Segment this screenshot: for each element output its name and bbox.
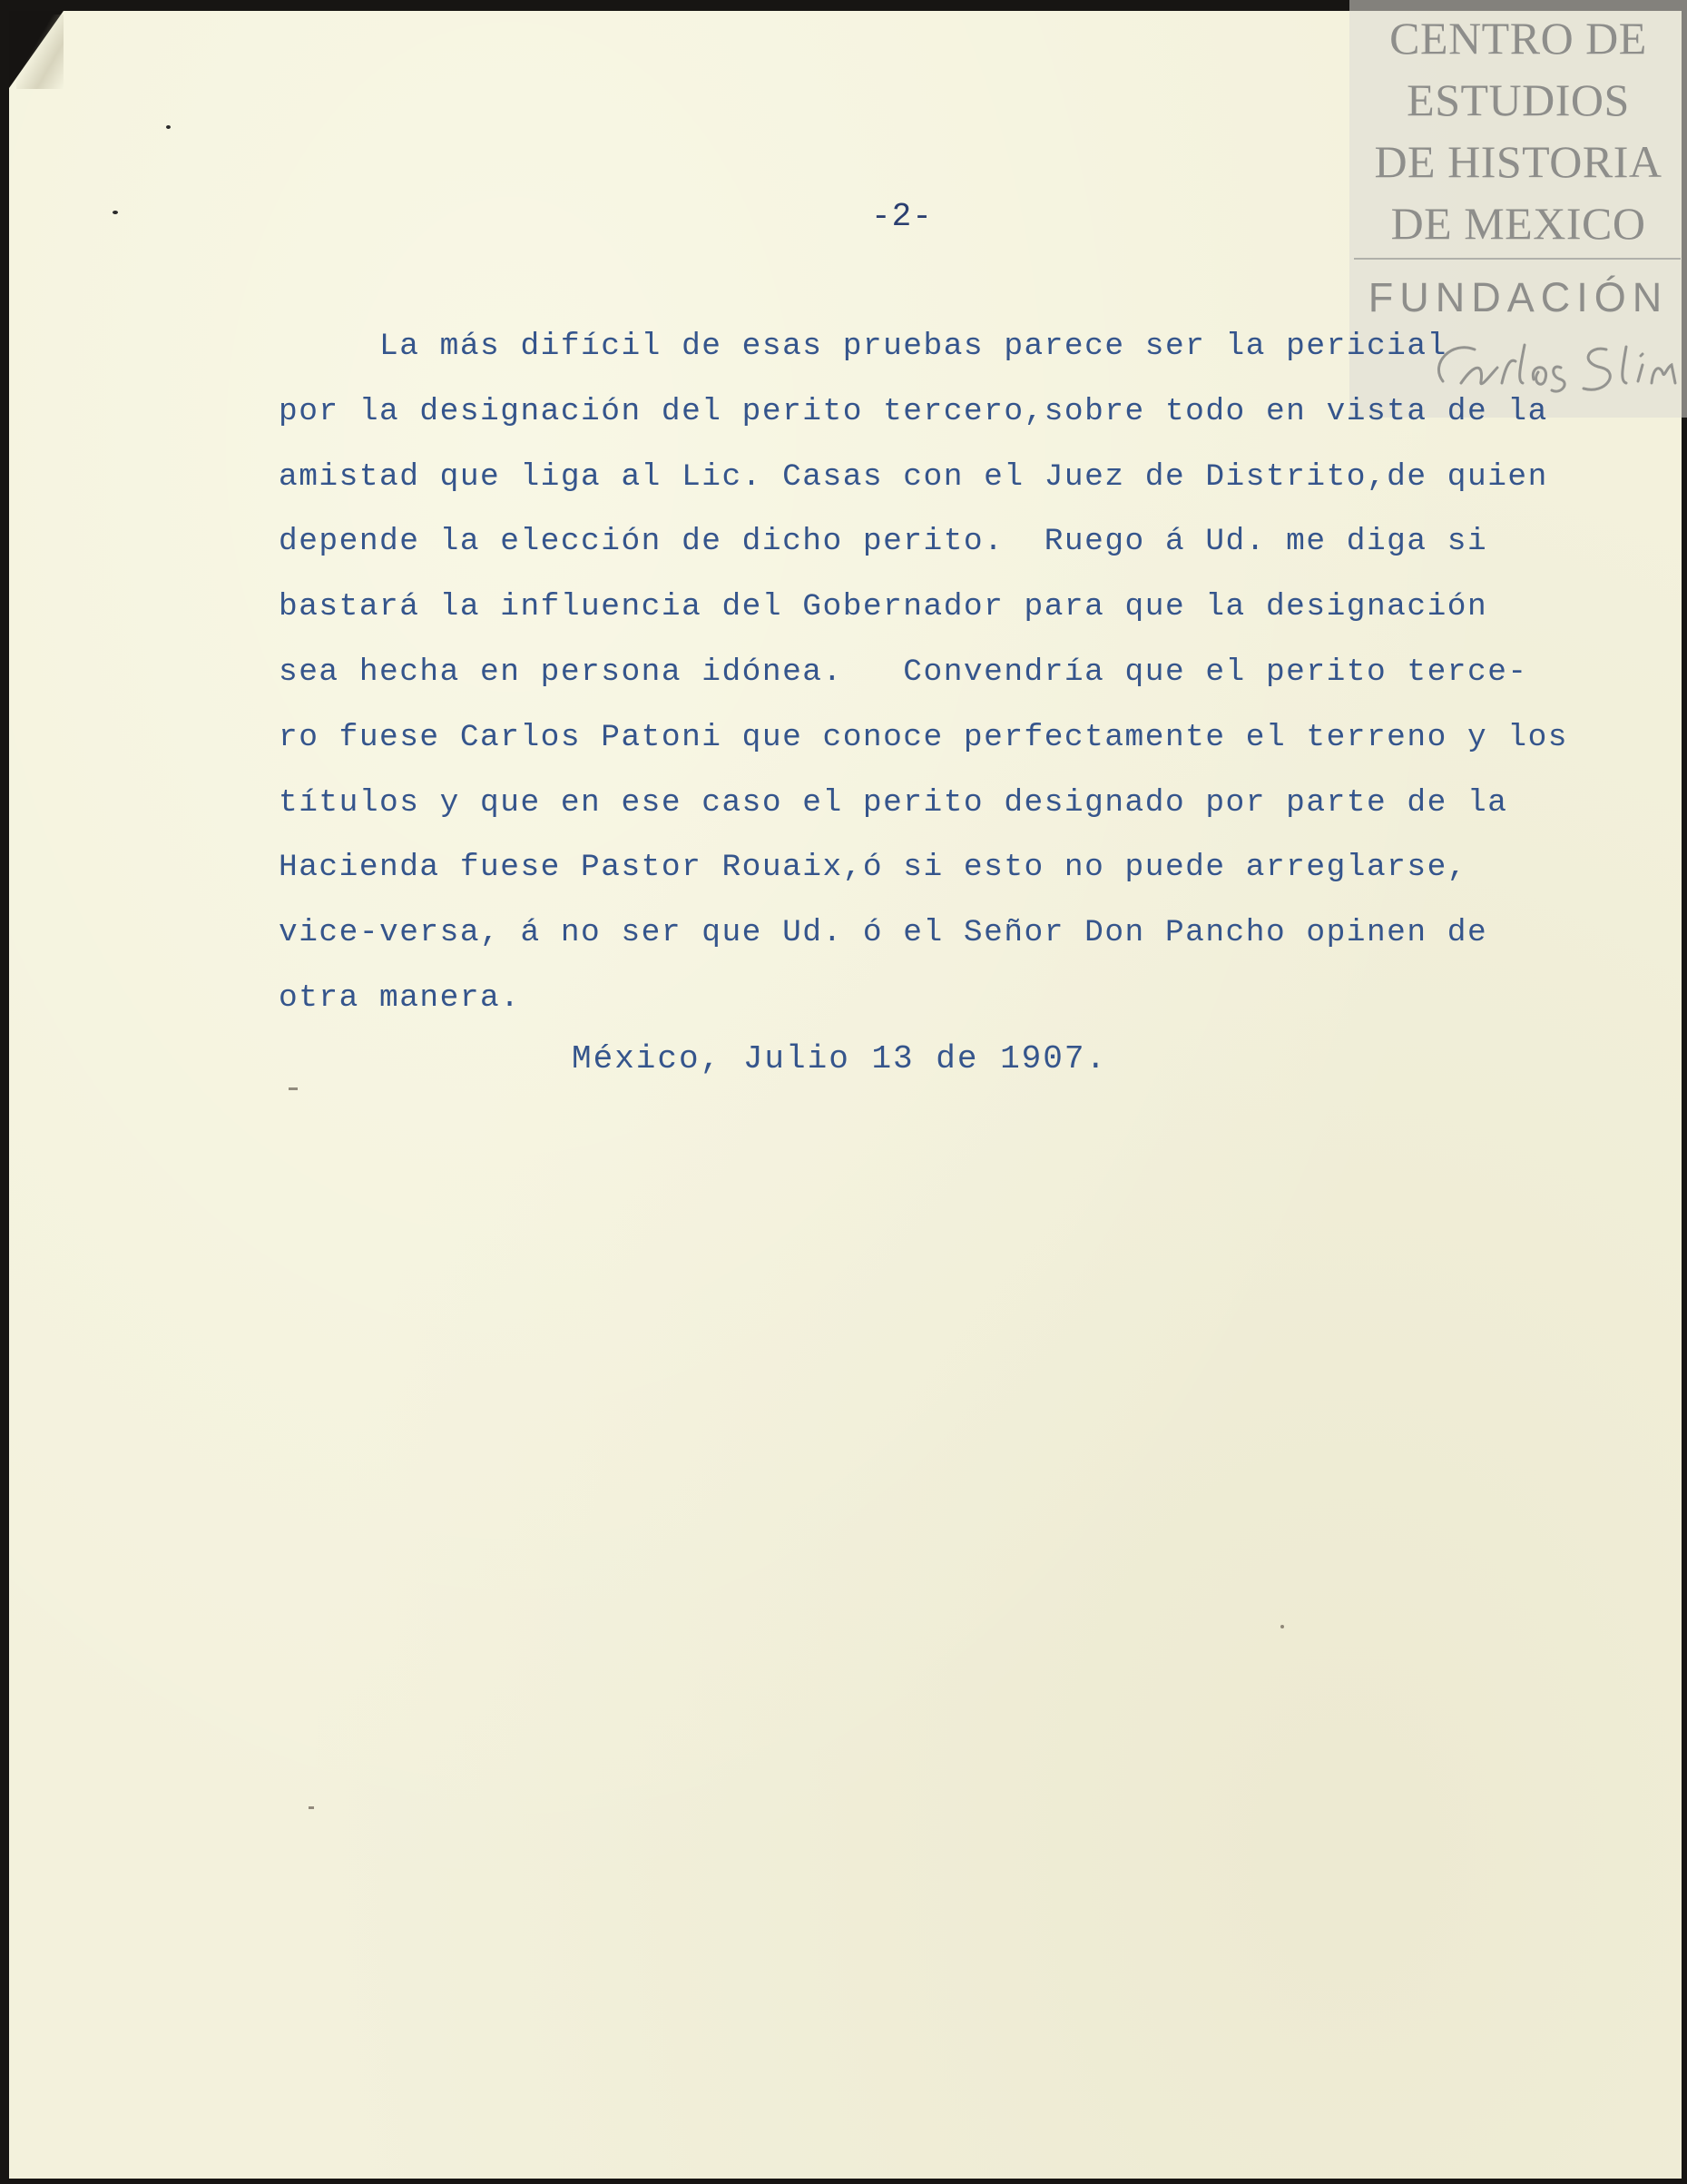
watermark-divider (1354, 258, 1681, 260)
body-line: bastará la influencia del Gobernador para que la designación (279, 589, 1488, 625)
paper-mark (1280, 1625, 1284, 1628)
watermark-line: DE MEXICO (1390, 198, 1646, 249)
date-line: México, Julio 13 de 1907. (572, 1040, 1108, 1077)
ink-spot (113, 211, 118, 214)
body-line: depende la elección de dicho perito. Ruego á Ud. me diga si (279, 524, 1488, 560)
body-line: Hacienda fuese Pastor Rouaix,ó si esto no puede arreglarse, (279, 850, 1467, 886)
body-line: títulos y que en ese caso el perito designado por parte de la (279, 784, 1508, 821)
body-line: vice-versa, á no ser que Ud. ó el Señor Don Pancho opinen de (279, 915, 1488, 951)
paper-mark (309, 1806, 314, 1809)
page-number: -2- (871, 198, 933, 235)
body-line: otra manera. (279, 979, 521, 1016)
watermark-line: DE HISTORIA (1374, 136, 1662, 187)
body-line: sea hecha en persona idónea. Convendría que el perito terce- (279, 654, 1528, 690)
paper-mark (289, 1087, 298, 1090)
body-line: por la designación del perito tercero,sobre todo en vista de la (279, 393, 1548, 429)
body-line: ro fuese Carlos Patoni que conoce perfectamente el terreno y los (279, 719, 1569, 755)
watermark-institution-name (1349, 7, 1687, 254)
ink-spot (166, 125, 171, 129)
body-line: amistad que liga al Lic. Casas con el Juez de Distrito,de quien (279, 458, 1548, 495)
watermark-foundation: FUNDACIÓN (1368, 274, 1669, 320)
letter-body (279, 314, 1569, 1031)
watermark-line: ESTUDIOS (1407, 74, 1630, 125)
corner-crease (16, 15, 64, 89)
watermark-line: CENTRO DE (1389, 13, 1647, 64)
body-line: La más difícil de esas pruebas parece ser la pericial (279, 329, 1447, 364)
